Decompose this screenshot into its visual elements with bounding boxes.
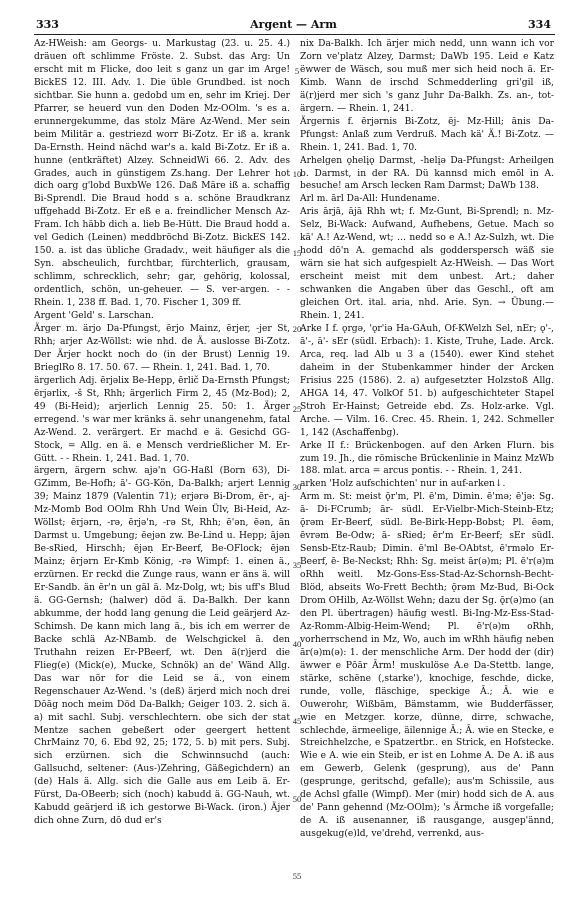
page-header [0, 0, 587, 34]
entry-paragraph: Arhelgen ǫhelįǫ Darmst, -helįə Da-Pfungst: Arheilgen b. Darmst, in der RA. Dü kannsd mich emōl in A. besuche! am Arsch lecken Ram Darmst; DaWb 138. [300, 155, 554, 192]
line-number: 35 [292, 560, 302, 570]
line-number: 50 [292, 794, 302, 804]
header-rule [34, 34, 555, 35]
line-number: 45 [292, 716, 302, 726]
entry-paragraph: Arke II f.: Brückenbogen. auf den Arken Flurn. bis zum 19. Jh., die römische Brückenlinie in Mainz MzWb 188. mlat. arca = arcus pontis. - - Rhein. 1, 241. [300, 440, 554, 477]
line-number: 40 [292, 639, 302, 649]
entry-paragraph: Ärgernis f. ērjərnis Bi-Zotz, ēj- Mz-Hill; ānis Da-Pfungst: Anlaß zum Verdruß. Mach kä' Ä.! Bi-Zotz. — Rhein. 1, 241. Bad. 1, 70. [300, 116, 554, 153]
entry-paragraph: arken 'Holz aufschichten' nur in auf-arken↓. [300, 479, 506, 490]
entry-paragraph: nix Da-Balkh. Ich ärjer mich nedd, unn wann ich vor Zorn ve'platz Alzey, Darmst; DaWb 195. Leid e Katz ëwwer de Wäsch, sou muß mer sich heid noch ä. Er-Kimb. Wann de irschd Schmedderling gri'gil iß, ä(r)jerd mer sich 's ganz Juhr Da-Balkh. Zs. an-, tot-ärgern. — Rhein. 1, 241. [300, 39, 554, 114]
line-number: 20 [292, 324, 302, 334]
line-number: 55 [292, 871, 302, 881]
entry-paragraph: Ärger m. ärjo Da-Pfungst, ērjo Mainz, ērjer, -jer St, Rhh; arjer Az-Wöllst: wie nhd. de Ä. auslosse Bi-Zotz. Der Ärjer hockt noch do (in der Brust) Lennig 19. BrieglRo 8. 17. 50. 67. — Rhein. 1, 241. Bad. 1, 70. [34, 323, 290, 373]
entry-paragraph: Arke I f. ǫrgə, 'ǫr'iə Ha-GAuh, Of-KWelzh Sel, nEr; ǫ'-, ā'-, ā'- sEr (südl. Erbach): 1. Kiste, Truhe, Lade. Arck. Arca, req. lad Alb u 3 a (1540). ewer Kind stehet daheim in der Stubenkammer hinder der Arcken Frisius 225 (1586). 2. a) aufgesetzter Holzstoß Allg. AHGA 14, 47. VolkOf 51. b) aufgeschichteter Stapel Stroh Er-Hainst; Getreide ebd. Zs. Holz-arke. Vgl. Arche. — Vilm. 16. Crec. 45. Rhein. 1, 242. Schmeller 1, 142 (Aschaffenbg). [300, 323, 554, 438]
left-column [34, 38, 290, 906]
running-title: Argent — Arm [250, 18, 337, 31]
entry-paragraph: ärgerlich Adj. ērjəlix Be-Hepp, ērlič Da-Ernsth Pfungst; ērjərlix, -š St, Rhh; ärgerlich Firm 2, 45 (Mz-Bod); 2, 49 (Bi-Heid); arjerlich Lennig 25. 50: 1. Ärger erregend. 's war mer kränks ä. sehr unangenehm, fatal Az-Wend. 2. verärgert. Er machd e ä. Gesichd GG-Stock, = Allg. en ä. e Mensch verdrießlicher M. Er-Gütt. - - Rhein. 1, 241. Bad. 1, 70. [34, 375, 290, 464]
line-number: 10 [292, 169, 302, 179]
line-number: 5 [294, 66, 300, 76]
entry-paragraph: Aris ārjā, ājā Rhh wt; f. Mz-Gunt, Bi-Sprendl; n. Mz-Selz, Bi-Wack: Aufwand, Aufhebens, Getue. Mach so kä' A.! Az-Wend, wt; … nedd so e A.! Az-Sulzh, wt. Die hodd dō'n A. gemachd als godderspersch wäß sie wärn sie hat sich aufgespielt Az-HWeish. — Das Wort erscheint meist mit dem unbest. Art.; daher schwanken die Angaben über das Geschl., oft am gleichen Ort. ital. aria, nhd. Arie. Syn. → Übung.— Rhein. 1, 241. [300, 207, 554, 322]
entry-paragraph: Arl m. ārl Da-All: Hundename. [300, 194, 440, 205]
entry-paragraph: ärgern, ärgern schw. ajə'n GG-Haßl (Born 63), Di-GZimm, Be-Hofh; ā'- GG-Kön, Da-Balkh; arjert Lennig 39; Mainz 1879 (Valentin 71); erjərə Bi-Drom, ēr-, aj- Mz-Momb Bod OOlm Rhh Und Wein Ülv, Bi-Heid, Az-Wöllst; ērjərn, -rə, ērjə'n, -rə St, Rhh; ē'ən, ēən, ān Darmst u. Umgebung; ēejən zw. Be-Lind u. Hepp; ājən Be-sRied, Hirschh; ējəṇ Er-Beerf, Be-OFlock; ējən Mainz; ērjərn Er-Kmb König, -rə Wimpf: 1. einen ä., erzürnen. Er reckd die Zunge raus, wann er äns ä. will Er-Sandb. än ēr'n un gäl ä. Mz-Dolg, wt; bis uff's Blud ä. GG-Gernsh; (halwer) död ä. Da-Balkh. Der kann abkumme, der hodd lang genung die Leid geärjerd Az-Schimsh. De kann mich lang ä., bis ich em werrer de Backe schlä Az-NBamb. de Welschgickel ä. den Truthahn reizen Er-PBeerf, wt. Den ä(r)jerd die Flieg(e) (Mick(e), Mucke, Schnök) an de' Wänd Allg. Das war nör for die Leid se ä., von einem Regenschauer Az-Wend. 's (deß) ärjerd mich noch drei Dōāg noch meim Död Da-Balkh; Geiger 103. 2. sich ä. a) mit sachl. Subj. verschlechtern. obe sich der stat Mentze sachen gebeßert oder geergert hettent ChrMainz 70, 6. Ebd 92, 25; 172, 5. b) mit pers. Subj. sich erzürnen. sich die Schwinnsuchd (auch: Gallsuchd, seltener: (Aus-)Zehring, Gäßegichdern) an (de) Hals ä. Allg. sich die Galle aus em Leib ä. Er-Fürst, Da-OBeerb; sich (noch) kabudd ä. GG-Nauh, wt. Kabudd geärjerd iß ich gestorwe Bi-Wack. (iron.) Äjer dich ohne Zurn, dō dud er's [34, 466, 290, 827]
line-number: 15 [292, 248, 302, 258]
page-number-right: 334 [528, 18, 551, 31]
line-number: 30 [292, 482, 302, 492]
right-column [300, 38, 554, 906]
entry-paragraph: Az-HWeish: am Georgs- u. Markustag (23. u. 25. 4.) dräuen oft schlimme Fröste. 2. Subst. das Arg: Un erscht mit m Flicke, doo leit s ganz un gar im Arge! BickES 12. III. Adv. 1. Die üble Grundbed. ist noch sichtbar. Sie hunn a. gedobd um en, sehr im Kriej. Der Pfarrer, se heuerd vun den Doden Mz-OOlm. 's es a. erunnergekumme, das stolz Märe Az-Wend. Mer sein beim Militär a. gestriezd worr Bi-Zotz. Er iß a. krank Da-Ernsth. Heind nächd war's a. kald Bi-Zotz. Er iß a. hunne (entkräftet) Alzey. SchneidWi 66. 2. Adv. des Grades, auch in günstigem Zs.hang. Der Lehrer hot dich oarg g'lobd BuxbWe 126. Daß Märe iß a. schaffig Bi-Sprendl. Die Braud hodd s a. schöne Braudkranz uffgehadd Bi-Zotz. Er eß e a. freindlicher Mensch Az-Fram. Ich häbb dich a. lieb Be-Hütt. Die Braud hodd a. vel Gedich (Leinen) meddbröchd Bi-Zotz. BickES 142. 150. a. ist das übliche Gradadv., weit häufiger als die Syn. abscheulich, furchtbar, fürchterlich, grausam, schlimm, schrecklich, sehr; gar, gehörig, kolossal, ordentlich, schön, un-geheuer. — S. ver-argen. - - Rhein. 1, 238 ff. Bad. 1, 70. Fischer 1, 309 ff. [34, 39, 290, 309]
line-number: 25 [292, 404, 302, 414]
entry-paragraph: Arm m. St: meist ǭr'm, Pl. ē'm, Dimin. ē'mə; ē'jə: Sg. ā- Di-FCrumb; ār- südl. Er-Vielbr-Mich-Steinb-Etz; ǭrəm Er-Beerf, südl. Be-Birk-Hepp-Bobst; Pl. ēəm, ēvrəm Be-Odw; ā- sRied; ēr'm Er-Beerf; sEr südl. Sensb-Etz-Raub; Dimin. ē'ml Be-OAbtst, ē'rməlo Er-Beerf, ē- Be-Neckst; Rhh: Sg. meist ār(ə)m; Pl. ē'r(ə)m oRhh weitl. Mz-Gons-Ess-Stad-Az-Schornsh-Becht-Blöd, abseits Wo-Frett Bechth; ǭrəm Mz-Bud, Bi-Ock Drom OHilb, Az-Wöllst Wehn; dazu der Sg. ǭr(ə)mo (an den Pl. übertragen) häufig westl. Bi-Ing-Mz-Ess-Stad-Az-Romm-Albig-Heim-Wend; Pl. ē'r(ə)m oRhh, vorherrschend in Mz, Wo, auch im wRhh häufig neben ār(ə)m(ə): 1. der menschliche Arm. Der hodd der (dir) äwwer e Pōär Ārm! muskulöse A.e Da-Stettb. lange, stärke, schëne (‚starke'), knochige, feschde, dicke, runde, volle, fläschige, speckige Ā.; Ā. wie e Ouwerohr, Wißbām, Bämstamm, wie Budderfässer, wie en Metzger. korze, dünne, dirre, schwache, schlechde, ärmeelige, äilennige Ā.; Ā. wie en Stecke, e Streichhelzche, e Spatzertbr.. en Strick, en Hofstecke. Wie e A. wie ein Steib, er ist en Lohme A. De A. iß aus em Gewerb, Gelenk (gesprung), aus de' Pann (gesprunge, geritschd, gefalle); aus'm Schissile, aus de Achsl gfalle (Wimpf). Mer (mir) hodd sich de A. aus de' Pann gehennd (Mz-OOlm); 's Ärmche iß vorgefalle; de A. iß ausenanner, iß rausgange, ausgep'ännd, ausgekug(e)ld, ve'drehd, verrenkd, aus- [300, 492, 554, 840]
page-number-left: 333 [36, 18, 59, 31]
entry-paragraph: Argent 'Geld' s. Larschan. [34, 311, 154, 322]
